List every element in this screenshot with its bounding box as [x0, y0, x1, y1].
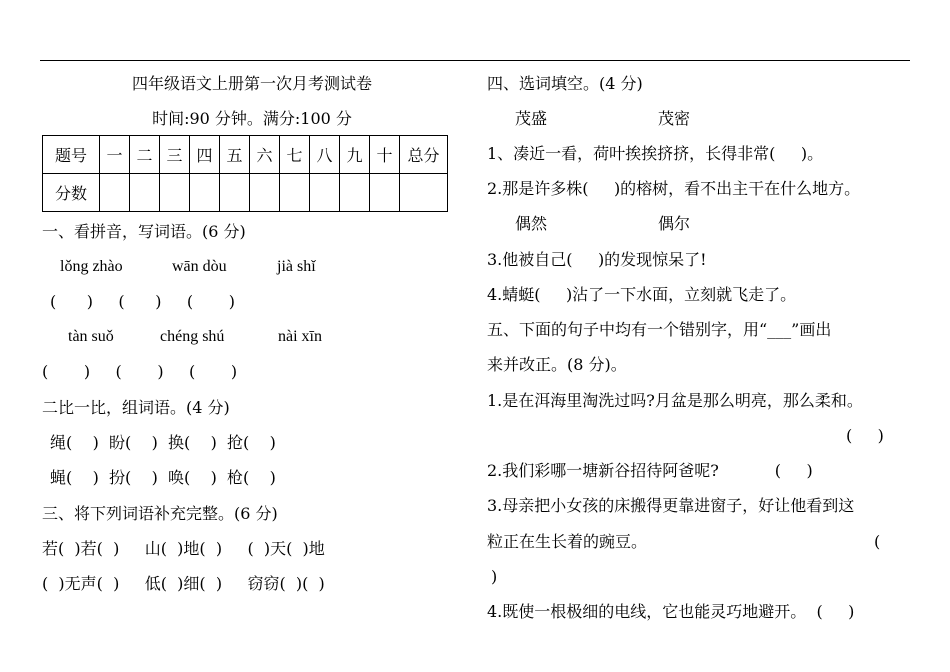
score-header-cell: 七: [280, 136, 310, 174]
score-input-cell[interactable]: [340, 174, 370, 212]
score-row-label: 分数: [43, 174, 100, 212]
top-rule: [40, 60, 910, 61]
question-line[interactable]: 2.那是许多株( )的榕树，看不出主干在什么地方。: [487, 179, 861, 198]
score-header-cell: 四: [190, 136, 220, 174]
score-input-cell[interactable]: [190, 174, 220, 212]
question-line[interactable]: 4.既使一根极细的电线，它也能灵巧地避开。 ( ): [487, 602, 855, 621]
question-line[interactable]: 4.蜻蜓( )沾了一下水面，立刻就飞走了。: [487, 285, 797, 304]
question-line: 3.母亲把小女孩的床搬得更靠进窗子，好让他看到这: [487, 496, 855, 515]
score-input-cell[interactable]: [130, 174, 160, 212]
score-header-cell: 总分: [400, 136, 448, 174]
score-input-cell[interactable]: [250, 174, 280, 212]
section5-heading: 五、下面的句子中均有一个错别字，用“___”画出: [487, 320, 832, 339]
score-table: [42, 135, 448, 212]
answer-paren[interactable]: ( ): [846, 426, 884, 445]
score-table-header-row: [43, 136, 448, 174]
section4-heading: 四、选词填空。(4 分): [487, 74, 643, 93]
score-input-cell[interactable]: [220, 174, 250, 212]
score-input-cell[interactable]: [100, 174, 130, 212]
exam-subtitle: 时间:90 分钟。满分:100 分: [152, 109, 352, 128]
score-header-cell: 一: [100, 136, 130, 174]
score-input-cell[interactable]: [370, 174, 400, 212]
word-choice: 茂盛: [515, 109, 548, 128]
section1-heading: 一、看拼音，写词语。(6 分): [42, 222, 246, 241]
section3-heading: 三、将下列词语补充完整。(6 分): [42, 504, 278, 523]
answer-paren-open[interactable]: (: [874, 532, 881, 551]
score-input-cell[interactable]: [160, 174, 190, 212]
score-header-cell: 十: [370, 136, 400, 174]
question-line[interactable]: 1、凑近一看，荷叶挨挨挤挤，长得非常( )。: [487, 144, 824, 163]
word-choice: 偶然: [515, 214, 548, 233]
pinyin-item: lǒng zhào: [60, 258, 123, 275]
question-line-cont: 粒正在生长着的豌豆。: [487, 532, 648, 551]
question-line[interactable]: 3.他被自己( )的发现惊呆了!: [487, 250, 707, 269]
question-line: 1.是在洱海里淘洗过吗?月盆是那么明亮，那么柔和。: [487, 391, 863, 410]
pinyin-item: tàn suǒ: [68, 328, 114, 345]
score-input-cell[interactable]: [400, 174, 448, 212]
answer-blanks[interactable]: ( ) ( ) ( ): [50, 292, 235, 311]
word-choice: 偶尔: [658, 214, 691, 233]
score-header-cell: 二: [130, 136, 160, 174]
pinyin-item: jià shǐ: [277, 258, 316, 275]
pinyin-item: chéng shú: [160, 328, 225, 345]
section5-heading-cont: 来并改正。(8 分)。: [487, 355, 627, 374]
score-header-cell: 六: [250, 136, 280, 174]
score-header-cell: 题号: [43, 136, 100, 174]
score-header-cell: 九: [340, 136, 370, 174]
answer-blanks[interactable]: ( ) ( ) ( ): [42, 362, 238, 381]
score-header-cell: 五: [220, 136, 250, 174]
score-input-cell[interactable]: [280, 174, 310, 212]
score-header-cell: 八: [310, 136, 340, 174]
word-group-row[interactable]: 蝇( ) 扮( ) 唤( ) 枪( ): [50, 468, 276, 487]
section2-heading: 二比一比，组词语。(4 分): [42, 398, 230, 417]
score-input-cell[interactable]: [310, 174, 340, 212]
score-table-score-row: [43, 174, 448, 212]
idiom-row[interactable]: ( )无声( ) 低( )细( ) 窃窃( )( ): [42, 574, 325, 593]
pinyin-item: wān dòu: [172, 258, 227, 275]
score-header-cell: 三: [160, 136, 190, 174]
word-group-row[interactable]: 绳( ) 盼( ) 换( ) 抢( ): [50, 433, 276, 452]
pinyin-item: nài xīn: [278, 328, 322, 345]
word-choice: 茂密: [658, 109, 691, 128]
idiom-row[interactable]: 若( )若( ) 山( )地( ) ( )天( )地: [42, 539, 325, 558]
exam-title: 四年级语文上册第一次月考测试卷: [131, 74, 372, 93]
question-line[interactable]: 2.我们彩哪一塘新谷招待阿爸呢? ( ): [487, 461, 813, 480]
answer-paren-close[interactable]: ): [491, 567, 498, 586]
